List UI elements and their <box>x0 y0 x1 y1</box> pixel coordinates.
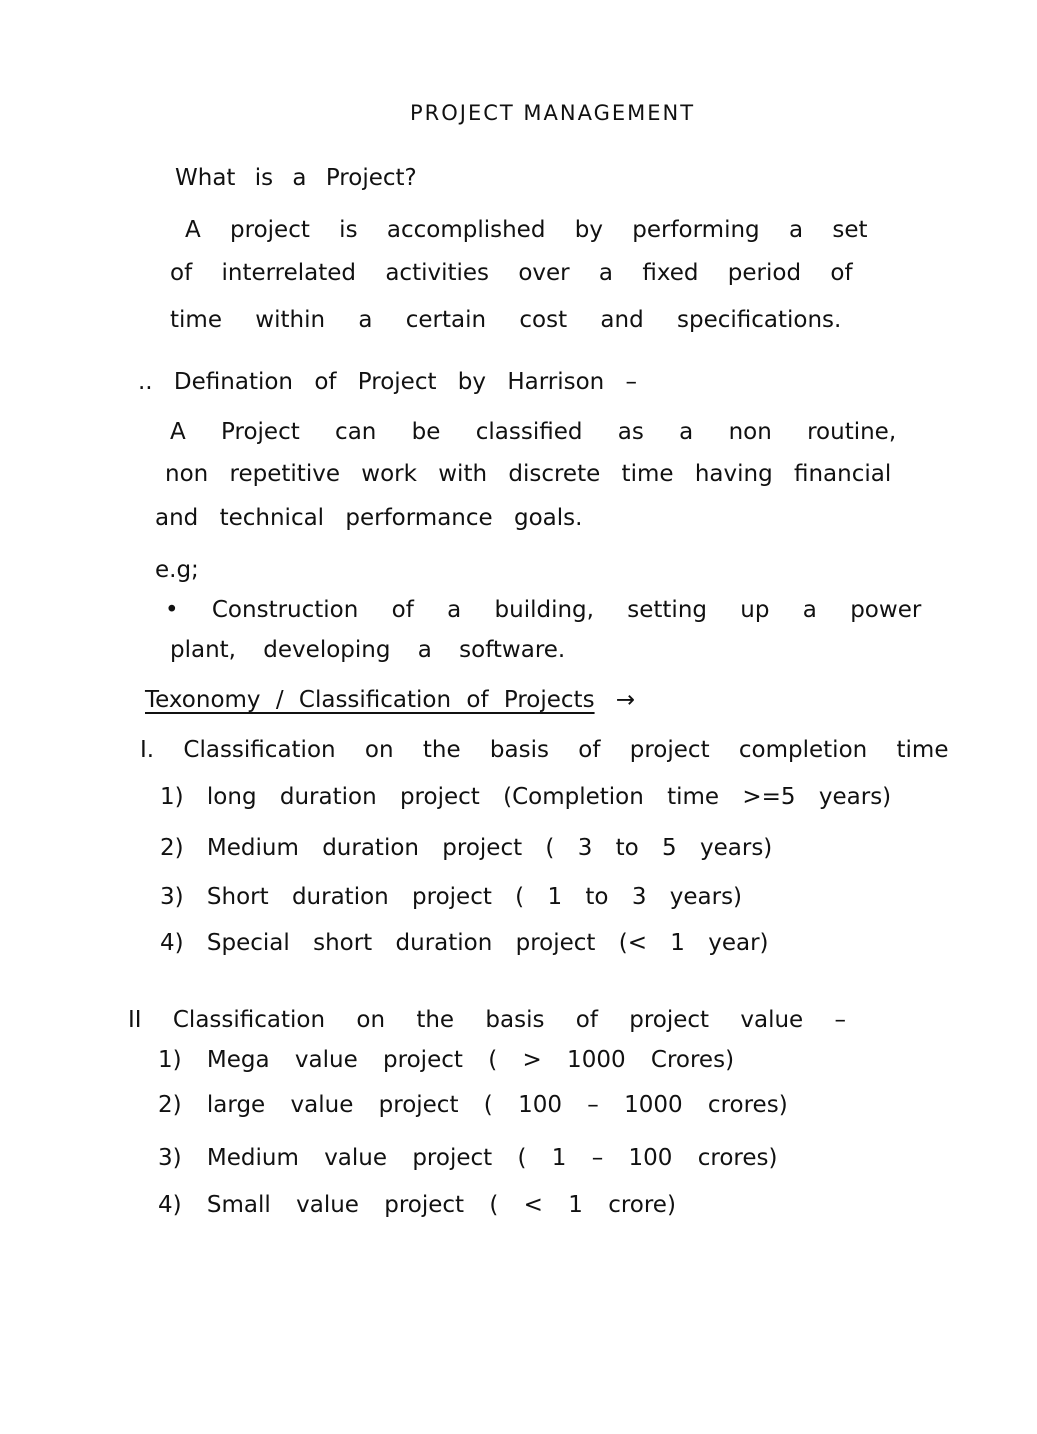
arrow-right-icon: → <box>615 687 636 713</box>
section2-heading: II Classification on the basis of project value – <box>128 1007 847 1033</box>
page-title: PROJECT MANAGEMENT <box>410 101 696 125</box>
example-label: e.g; <box>155 557 199 583</box>
section1-item: 2) Medium duration project ( 3 to 5 years) <box>160 835 773 861</box>
section1-item: 3) Short duration project ( 1 to 3 years) <box>160 884 743 910</box>
what-body-line: of interrelated activities over a fixed period of <box>170 260 853 286</box>
section2-item: 1) Mega value project ( > 1000 Crores) <box>158 1047 735 1073</box>
what-body-line: time within a certain cost and specifications. <box>170 307 842 333</box>
definition-body-line: non repetitive work with discrete time having financial <box>165 461 892 487</box>
section2-item: 3) Medium value project ( 1 – 100 crores) <box>158 1145 778 1171</box>
definition-body-line: and technical performance goals. <box>155 505 583 531</box>
section1-heading: I. Classification on the basis of project completion time <box>140 737 949 763</box>
definition-body-line: A Project can be classified as a non routine, <box>170 419 897 445</box>
taxonomy-heading-row <box>145 685 635 715</box>
section1-item: 1) long duration project (Completion time >=5 years) <box>160 784 892 810</box>
section2-item: 2) large value project ( 100 – 1000 crores) <box>158 1092 788 1118</box>
example-body-line: • Construction of a building, setting up a power <box>165 597 922 623</box>
section1-item: 4) Special short duration project (< 1 year) <box>160 930 769 956</box>
example-body-line: plant, developing a software. <box>170 637 566 663</box>
what-heading: What is a Project? <box>175 165 417 191</box>
taxonomy-heading: Texonomy / Classification of Projects <box>145 687 595 713</box>
definition-heading: .. Defination of Project by Harrison – <box>138 369 638 395</box>
what-body-line: A project is accomplished by performing a set <box>185 217 868 243</box>
section2-item: 4) Small value project ( < 1 crore) <box>158 1192 676 1218</box>
